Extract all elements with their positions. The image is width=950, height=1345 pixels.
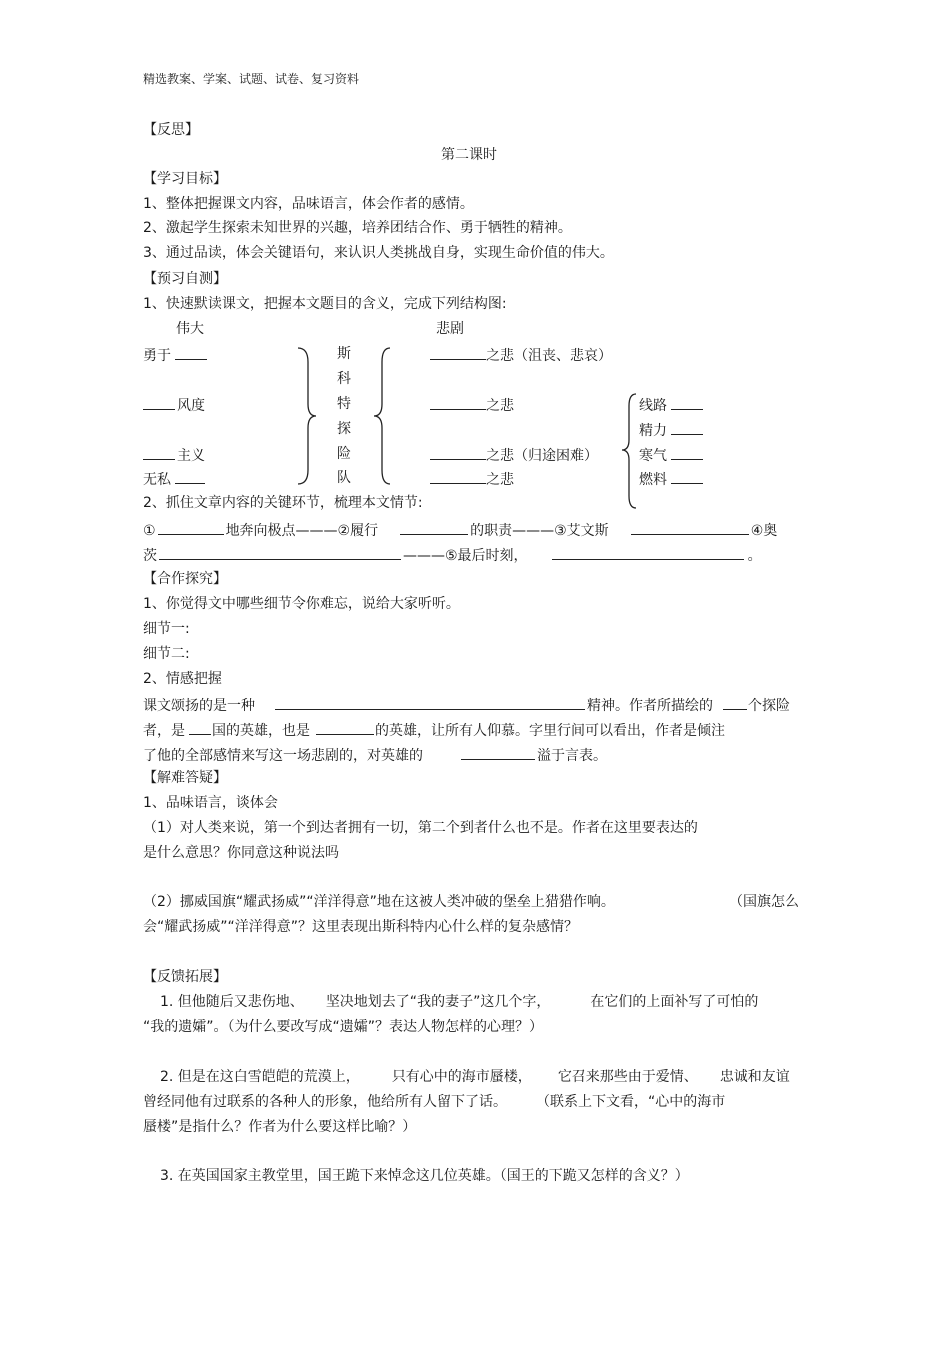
qa-heading: 【解难答疑】 [143,770,227,786]
answer-blank[interactable] [671,395,703,410]
answer-blank[interactable] [175,345,207,360]
answer-blank[interactable] [400,520,468,535]
answer-blank[interactable] [430,445,486,460]
objective-item: 3、通过品读，体会关键语句，来认识人类挑战自身，实现生命价值的伟大。 [143,245,614,261]
team-char: 特 [337,396,351,412]
answer-blank[interactable] [189,720,211,735]
qa-paragraph: （2）挪威国旗“耀武扬威”“洋洋得意”地在这被人类冲破的堡垒上猎猎作响。 [143,894,615,910]
objective-item: 2、激起学生探索未知世界的兴趣，培养团结合作、勇于牺牲的精神。 [143,220,572,236]
structure-label-great: 伟大 [176,321,204,337]
page-header: 精选教案、学案、试题、试卷、复习资料 [143,72,360,86]
structure-label-tragedy: 悲剧 [436,321,464,337]
answer-blank[interactable] [671,445,703,460]
detail-two-label: 细节二: [143,646,190,662]
qa-paragraph: 是什么意思？你同意这种说法吗 [143,845,339,861]
feedback-heading: 【反馈拓展】 [143,969,227,985]
team-char: 队 [337,470,351,486]
tragedy-item: 之悲（归途困难） [430,445,598,465]
lesson-title: 第二课时 [441,147,497,163]
cause-item: 线路 [639,395,703,415]
answer-blank[interactable] [275,695,585,710]
detail-one-label: 细节一: [143,621,190,637]
coop-heading: 【合作探究】 [143,571,227,587]
qa-paragraph: （国旗怎么 [729,894,799,910]
tragedy-item: 之悲（沮丧、悲哀） [430,345,612,365]
answer-blank[interactable] [143,395,175,410]
answer-blank[interactable] [430,395,486,410]
team-char: 探 [337,421,351,437]
greatness-item: 风度 [143,395,205,415]
greatness-item: 勇于 [143,345,207,365]
feedback-item: 蜃楼”是指什么？作者为什么要这样比喻？） [143,1119,417,1135]
coop-question-2: 2、情感把握 [143,671,222,687]
team-char: 险 [337,446,351,462]
qa-paragraph: （1）对人类来说，第一个到达者拥有一切，第二个到者什么也不是。作者在这里要表达的 [143,820,698,836]
answer-blank[interactable] [430,469,486,484]
tragedy-item: 之悲 [430,469,514,489]
emotion-line: 课文颂扬的是一种 精神。作者所描绘的 个探险 [143,695,790,715]
team-char: 科 [337,371,351,387]
greatness-item: 无私 [143,469,205,489]
qa-paragraph: 会“耀武扬威”“洋洋得意”？这里表现出斯科特内心什么样的复杂感情？ [143,919,579,935]
answer-blank[interactable] [430,345,486,360]
objective-item: 1、整体把握课文内容，品味语言，体会作者的感情。 [143,196,474,212]
coop-question-1: 1、你觉得文中哪些细节令你难忘，说给大家听听。 [143,596,460,612]
answer-blank[interactable] [143,445,175,460]
answer-blank[interactable] [552,545,744,560]
preview-heading: 【预习自测】 [143,271,227,287]
left-brace [620,392,640,510]
preview-question-2: 2、抓住文章内容的关键环节，梳理本文情节: [143,495,423,511]
left-brace [370,346,394,486]
tragedy-item: 之悲 [430,395,514,415]
answer-blank[interactable] [461,745,535,760]
emotion-line: 了他的全部感情来写这一场悲剧的，对英雄的 溢于言表。 [143,745,607,765]
feedback-item: 2. 但是在这白雪皑皑的荒漠上， 只有心中的海市蜃楼， 它召来那些由于爱情、 忠诚和友谊 [160,1069,790,1085]
feedback-item: 1. 但他随后又悲伤地、 坚决地划去了“我的妻子”这几个字， 在它们的上面补写了可怕的 [160,994,759,1010]
answer-blank[interactable] [159,545,401,560]
answer-blank[interactable] [158,520,224,535]
reflection-heading: 【反思】 [143,122,199,138]
right-brace [296,346,320,486]
feedback-item: 曾经同他有过联系的各种人的形象，他给所有人留下了话。 （联系上下文看，“心中的海市 [143,1094,726,1110]
qa-question-1: 1、品味语言，谈体会 [143,795,278,811]
emotion-line: 者，是 国的英雄，也是 的英雄，让所有人仰慕。字里行间可以看出，作者是倾注 [143,720,725,740]
plot-line: ① 地奔向极点———②履行 的职责———③艾文斯 ④奥 [143,520,777,540]
plot-line: 茨 ———⑤最后时刻， 。 [143,545,762,565]
feedback-item: “我的遗孀”。（为什么要改写成“遗孀”？表达人物怎样的心理？） [143,1019,544,1035]
answer-blank[interactable] [631,520,749,535]
answer-blank[interactable] [316,720,374,735]
answer-blank[interactable] [175,469,205,484]
cause-item: 精力 [639,420,703,440]
cause-item: 寒气 [639,445,703,465]
feedback-item: 3. 在英国国家主教堂里，国王跪下来悼念这几位英雄。（国王的下跪又怎样的含义？） [160,1168,689,1184]
cause-item: 燃料 [639,469,703,489]
preview-question-1: 1、快速默读课文，把握本文题目的含义，完成下列结构图: [143,296,507,312]
greatness-item: 主义 [143,445,205,465]
answer-blank[interactable] [671,469,703,484]
answer-blank[interactable] [671,420,703,435]
objectives-heading: 【学习目标】 [143,171,227,187]
answer-blank[interactable] [723,695,747,710]
team-char: 斯 [337,346,351,362]
